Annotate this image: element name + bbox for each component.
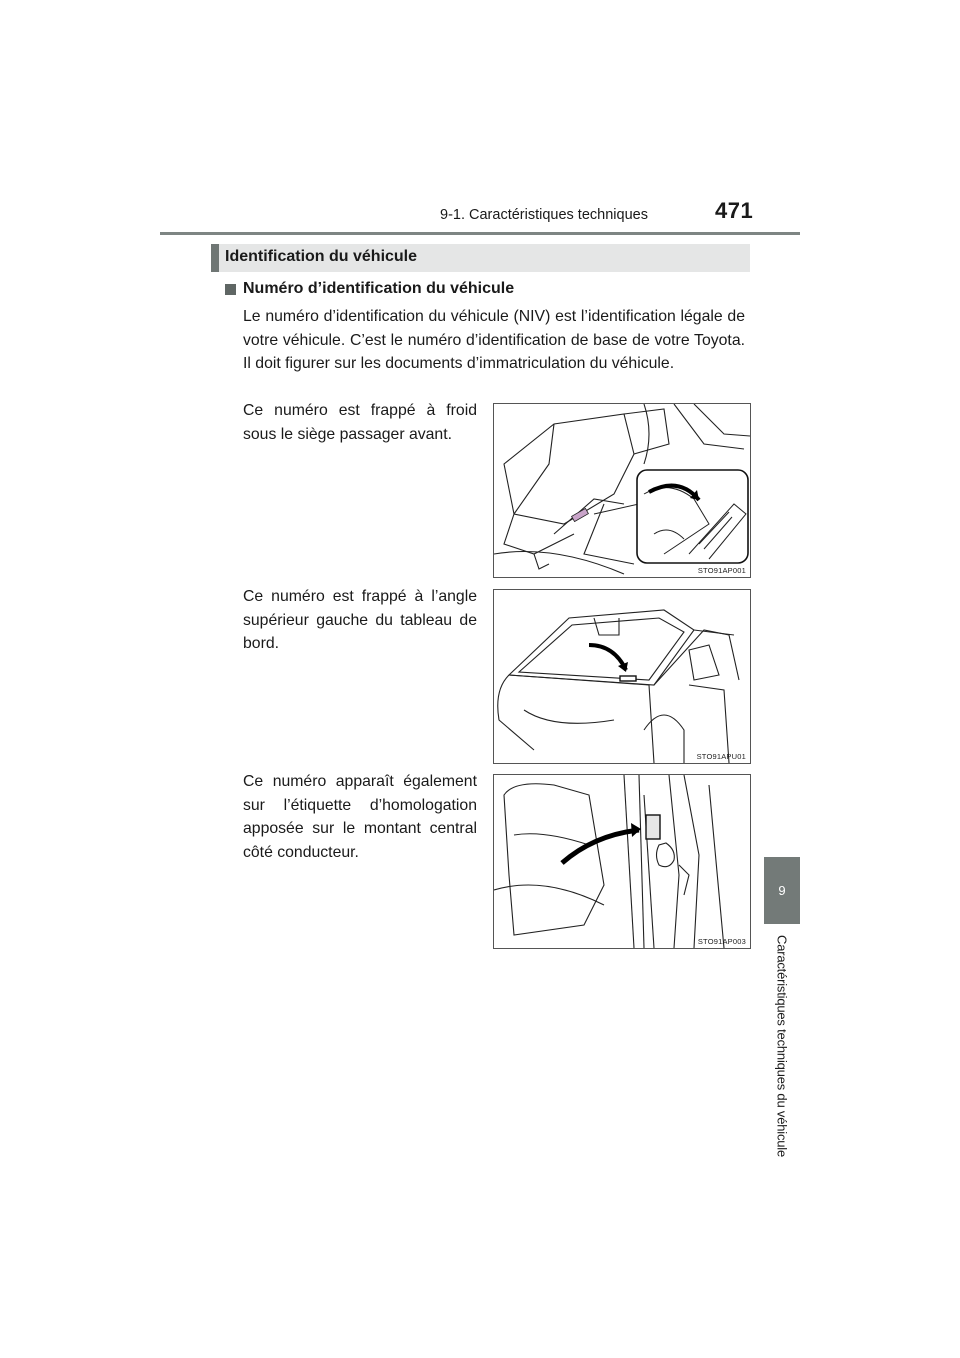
intro-paragraph: Le numéro d’identification du véhicule (NIV) est l’identification légale de votre véhicule. C’est le numéro d’identification de base de votre Toyota. Il doit figurer sur les documents d’immatriculation du véhicule. xyxy=(243,308,745,372)
item-text: Ce numéro apparaît également sur l’étiquette d’homologation apposée sur le montant central côté conducteur. xyxy=(243,773,477,861)
square-bullet-icon xyxy=(225,284,236,295)
figure-code: STO91AP001 xyxy=(697,566,746,575)
figure-code: STO91APU01 xyxy=(696,752,746,761)
item-text: Ce numéro est frappé à l’angle supérieur gauche du tableau de bord. xyxy=(243,588,477,652)
subsection-title: Numéro d’identification du véhicule xyxy=(243,280,515,297)
door-pillar-illustration xyxy=(493,774,751,949)
windshield-illustration xyxy=(493,589,751,764)
chapter-label xyxy=(764,935,800,1160)
seat-floor-illustration xyxy=(493,403,751,578)
figure-code: STO91AP003 xyxy=(697,937,746,946)
section-title: Identification du véhicule xyxy=(225,248,418,265)
header-section-title: 9-1. Caractéristiques techniques xyxy=(440,207,648,223)
chapter-label-text: Caractéristiques techniques du véhicule xyxy=(774,935,790,1157)
item-text: Ce numéro est frappé à froid sous le siège passager avant. xyxy=(243,402,477,443)
section-heading-accent xyxy=(211,244,219,272)
page-number: 471 xyxy=(715,198,754,223)
header-rule xyxy=(160,232,800,235)
chapter-number: 9 xyxy=(778,883,786,898)
